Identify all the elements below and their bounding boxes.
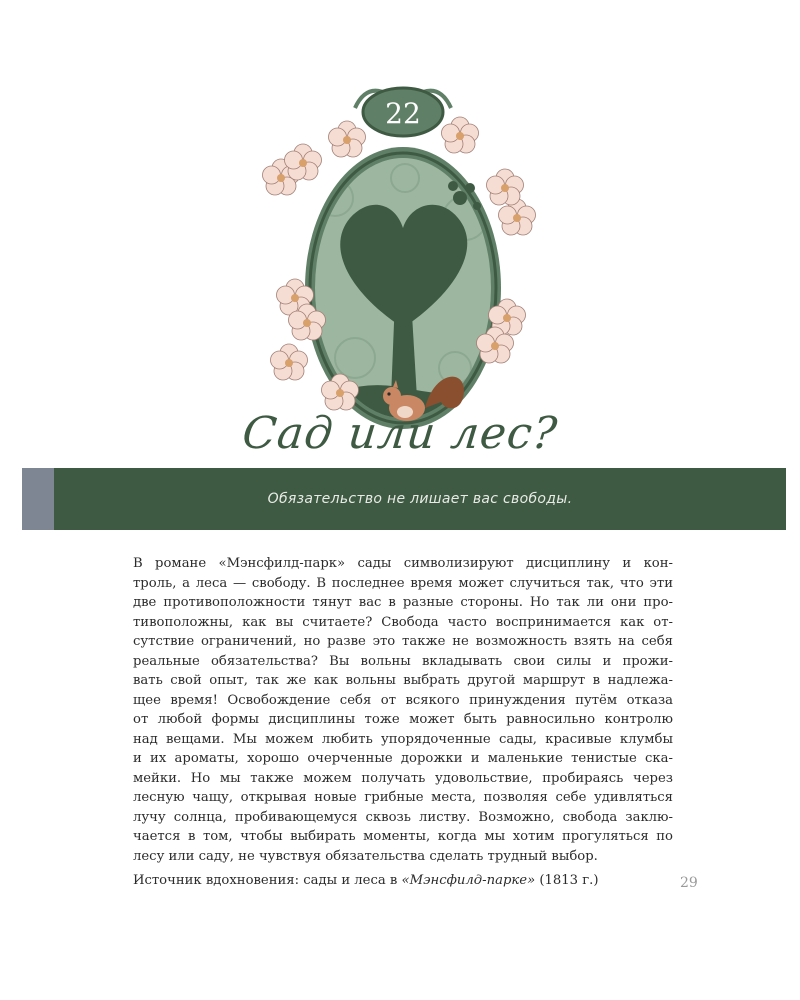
paragraph-line: сутствие ограничений, но разве это также не возможность взять на себя xyxy=(133,634,673,649)
source-prefix: Источник вдохновения: сады и леса в xyxy=(133,873,402,888)
paragraph-line: троль, а леса — свободу. В последнее время может случиться так, что эти xyxy=(133,575,673,591)
paragraph-line: В романе «Мэнсфилд-парк» сады символизируют дисциплину и кон- xyxy=(133,556,673,571)
paragraph-line: лесную чащу, открывая новые грибные места, позволяя себе удивляться xyxy=(133,790,673,805)
source-note xyxy=(133,871,673,891)
card-number: 22 xyxy=(385,97,421,130)
card-illustration xyxy=(255,78,555,458)
affirmation-text: Обязательство не лишает вас свободы. xyxy=(267,491,573,507)
source-suffix: (1813 г.) xyxy=(535,873,599,888)
paragraph-line: от любой формы дисциплины тоже может быть равносильно контролю xyxy=(133,712,673,727)
paragraph-line: лучу солнца, пробивающемуся сквозь листву. Возможно, свобода заклю- xyxy=(133,809,673,825)
paragraph-line: мейки. Но мы также можем получать удовольствие, пробираясь через xyxy=(133,770,673,786)
paragraph-line: над вещами. Мы можем любить упорядоченные сады, красивые клумбы xyxy=(133,731,673,747)
body-text xyxy=(133,554,673,891)
garden-tree-illustration xyxy=(255,78,555,458)
paragraph-line: чается в том, чтобы выбирать моменты, когда мы хотим прогуляться по xyxy=(133,829,673,844)
paragraph-line: тивоположны, как вы считаете? Свобода часто воспринимается как от- xyxy=(133,614,673,630)
page-number: 29 xyxy=(680,875,698,891)
paragraph-line: две противоположности тянут вас в разные стороны. Но так ли они про- xyxy=(133,595,673,610)
paragraph-line: и их ароматы, хорошо очерченные дорожки и маленькие тенистые ска- xyxy=(133,751,673,766)
paragraph-line: лесу или саду, не чувствуя обязательства сделать трудный выбор. xyxy=(133,848,598,864)
paragraph-line: реальные обязательства? Вы вольны вкладывать свои силы и прожи- xyxy=(133,653,673,669)
paragraph-line: вать свой опыт, так же как вольны выбрать другой маршрут в надлежа- xyxy=(133,673,673,688)
banner-side-accent xyxy=(22,468,54,530)
source-title: «Мэнсфилд-парке» xyxy=(401,873,536,888)
main-paragraph xyxy=(133,554,673,866)
card-number-badge xyxy=(355,88,451,136)
paragraph-line: щее время! Освобождение себя от всякого принуждения путём отказа xyxy=(133,692,673,708)
affirmation-banner xyxy=(22,468,786,530)
card-title: Сад или лес? xyxy=(239,408,561,459)
